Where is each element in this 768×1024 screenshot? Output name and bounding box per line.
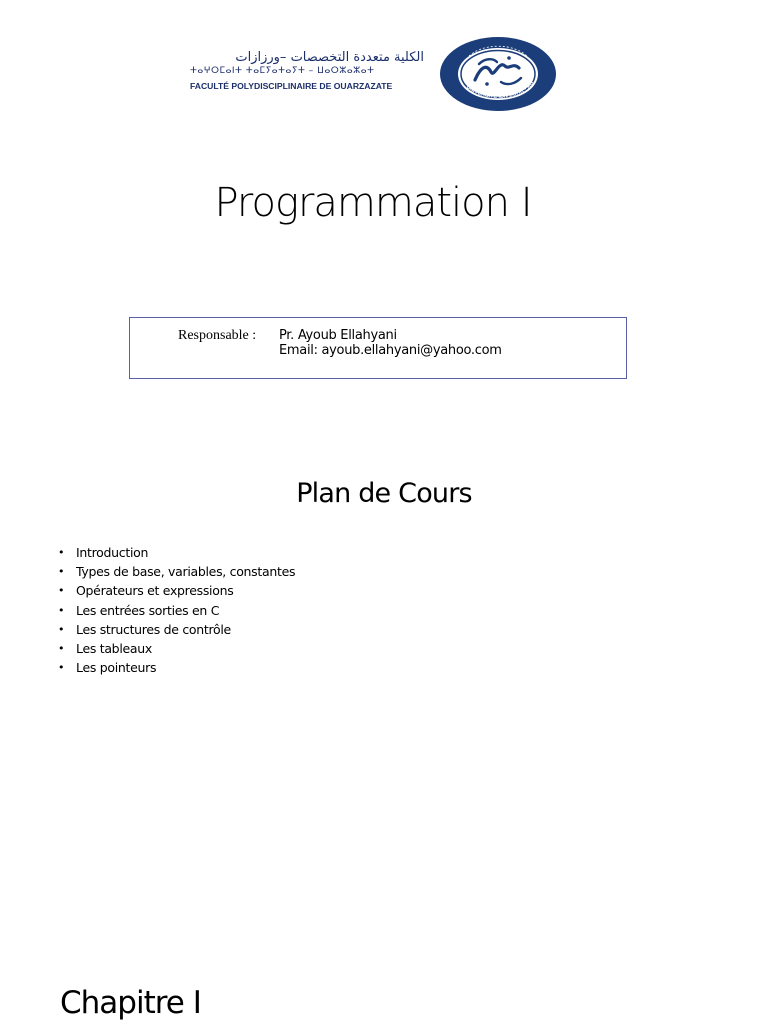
plan-title: Plan de Cours <box>296 478 472 509</box>
page-title: Programmation I <box>214 180 532 226</box>
bullet-icon: • <box>58 641 65 655</box>
list-item-text: Les entrées sorties en C <box>76 602 220 618</box>
faculty-name-tifinagh: ⵜⴰⵖⵔⵎⴰⵏⵜ ⵜⴰⵎⵢⴰⵜⴰⵢⵜ – ⵡⴰⵔⵣⴰⵣⴰⵜ <box>190 66 375 76</box>
faculty-name-arabic: الكلية متعددة التخصصات –ورزازات <box>235 50 424 65</box>
responsable-label: Responsable : <box>178 328 257 343</box>
bullet-icon: • <box>58 622 65 636</box>
bullet-icon: • <box>58 661 65 675</box>
list-item-text: Les structures de contrôle <box>76 621 231 637</box>
bullet-icon: • <box>58 565 65 579</box>
responsable-email: Email: ayoub.ellahyani@yahoo.com <box>279 343 502 358</box>
responsable-name: Pr. Ayoub Ellahyani <box>279 328 397 343</box>
list-item-text: Opérateurs et expressions <box>76 583 234 599</box>
seal-caption: UNIVERSITÉ IBN ZOHR - AG <box>464 80 536 100</box>
faculty-logo <box>180 50 430 94</box>
list-item-text: Les pointeurs <box>76 660 157 676</box>
list-item-text: Les tableaux <box>76 640 152 656</box>
faculty-name-french: FACULTÉ POLYDISCIPLINAIRE DE OUARZAZATE <box>190 81 393 91</box>
responsable-box <box>129 317 627 379</box>
university-seal-icon <box>439 36 557 112</box>
bullet-icon: • <box>58 546 65 559</box>
bullet-icon: • <box>58 584 65 598</box>
list-item-text: Types de base, variables, constantes <box>76 564 296 580</box>
chapter-heading: Chapitre I <box>60 985 201 1021</box>
bullet-icon: • <box>58 603 65 617</box>
list-item-text: Introduction <box>76 545 149 560</box>
